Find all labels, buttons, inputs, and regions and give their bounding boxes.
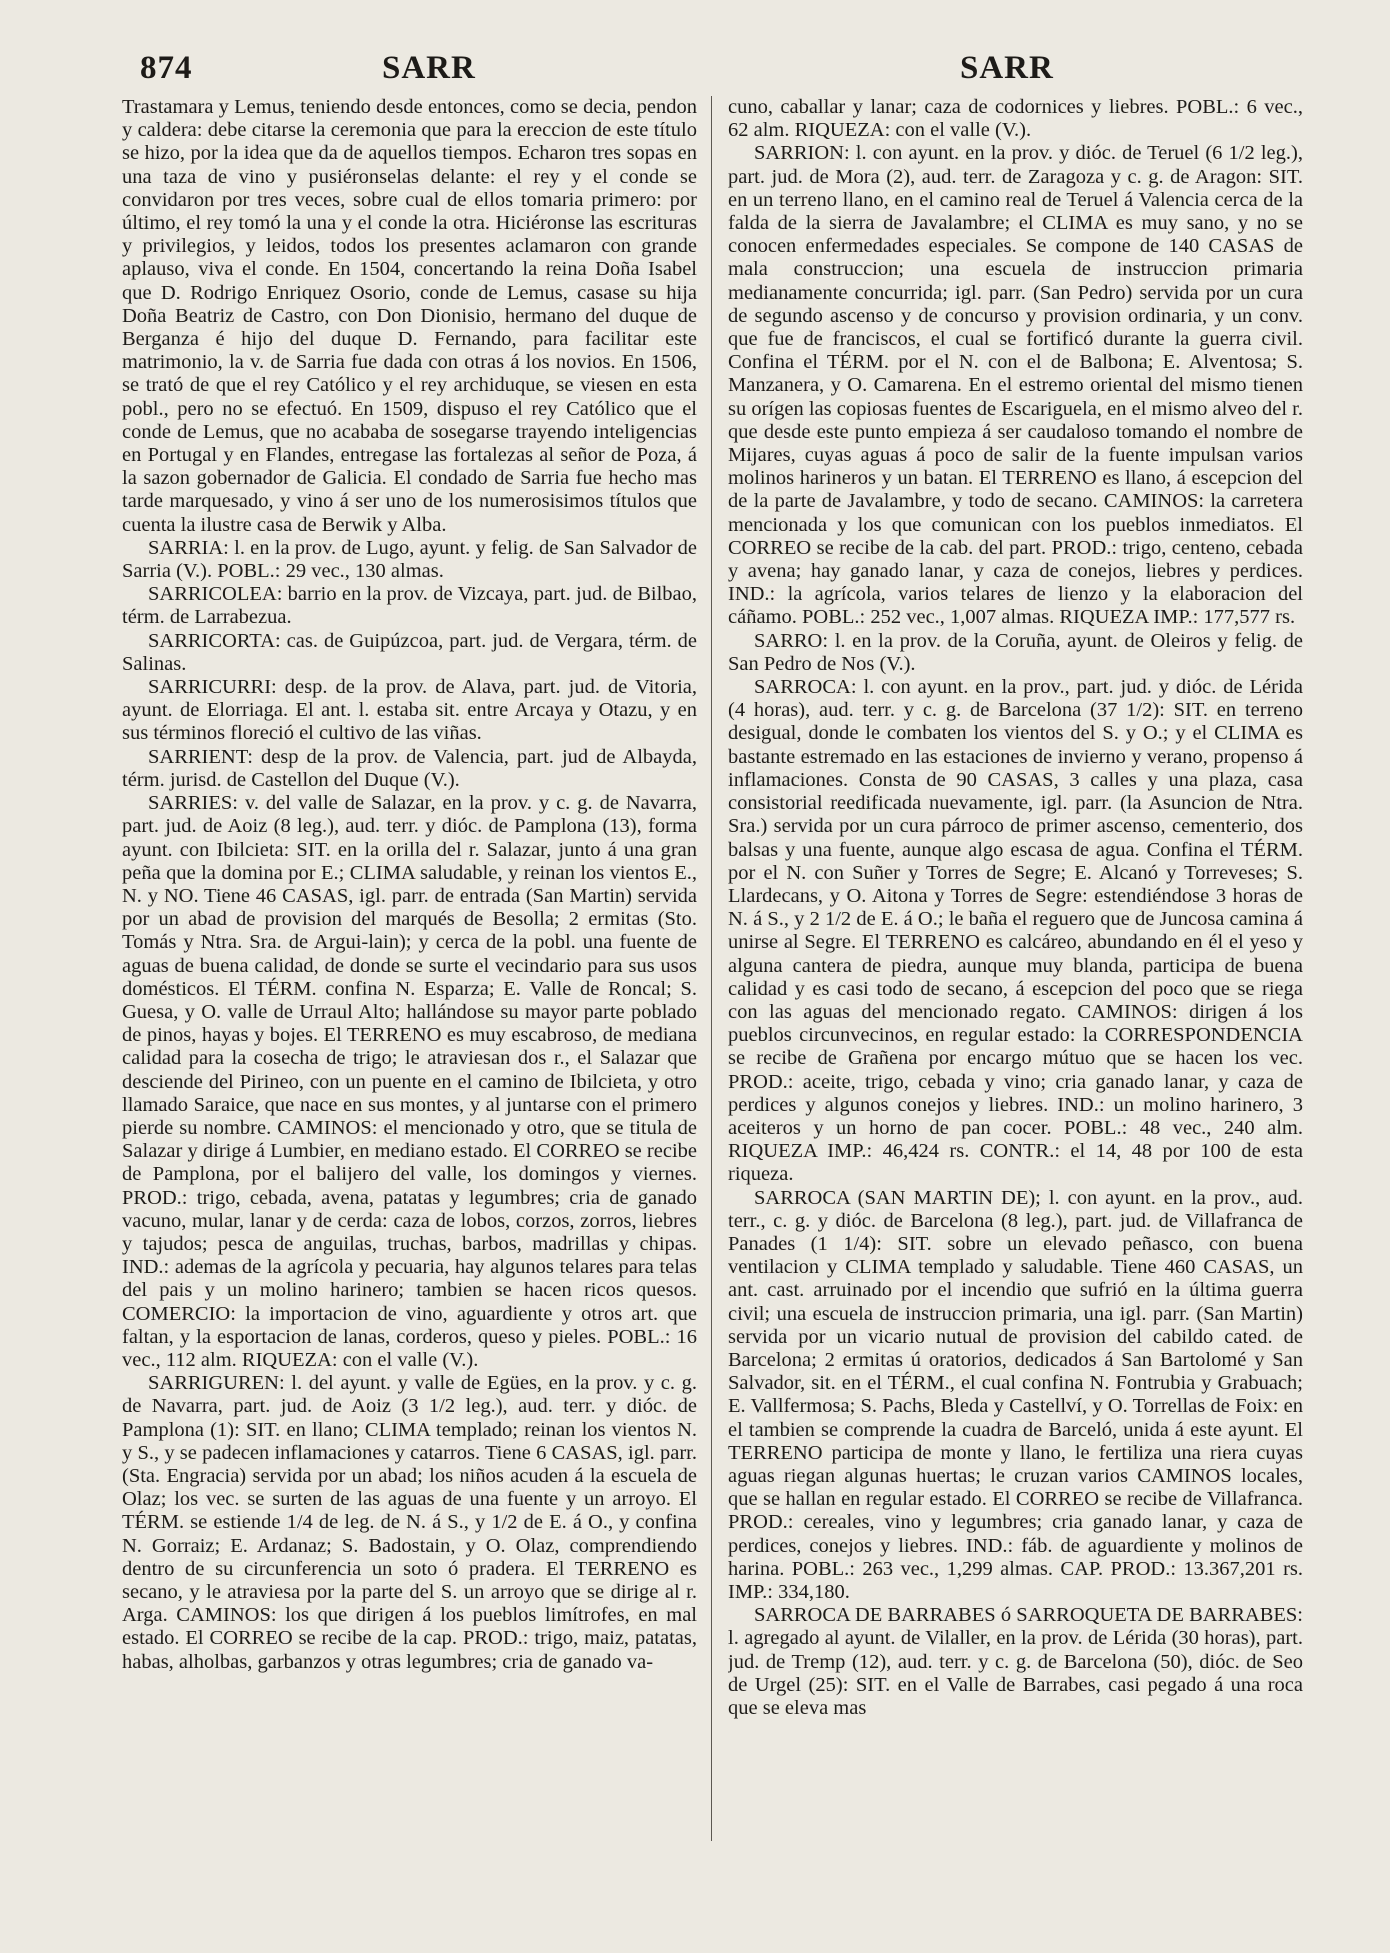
entry-text: l. en la prov. de la Coruña, ayunt. de Oleiros y felig. de San Pedro de Nos (V.). (728, 629, 1303, 675)
entry-headword: SARRICURRI: (148, 676, 277, 699)
dictionary-entry (728, 1604, 1303, 1720)
entry-text: cas. de Guipúzcoa, part. jud. de Vergara, térm. de Salinas. (122, 629, 697, 675)
dictionary-entry (122, 630, 697, 676)
dictionary-entry (728, 676, 1303, 1186)
dictionary-entry (122, 676, 697, 746)
entry-text: l. con ayunt. en la prov. y dióc. de Teruel (6 1/2 leg.), part. jud. de Mora (2), aud. terr. de Zaragoza y c. g. de Aragon: SIT. en un terreno llano, en el camino real de Teruel á Valencia cerca de la falda de la sierra de Javalambre; el CLIMA es muy sano, y no se conocen enfermedades especiales. Se compone de 140 CASAS de mala construccion; una escuela de instruccion primaria medianamente concurrida; igl. parr. (San Pedro) servida por un cura de segundo ascenso y de concurso y provision ordinaria, y un conv. que fue de franciscos, el cual se fortificó durante la guerra civil. Confina el TÉRM. por el N. con el de Balbona; E. Alventosa; S. Manzanera, y O. Camarena. En el estremo oriental del mismo tienen su orígen las copiosas fuentes de Escariguela, en el mismo alveo del r. que desde este punto empieza á ser caudaloso tomando el nombre de Mijares, cuyas aguas á poco de salir de la fuente impulsan varios molinos harineros y un batan. El TERRENO es llano, á escepcion del de la parte de Javalambre, y todo de secano. CAMINOS: la carretera mencionada y los que comunican con los pueblos inmediatos. El CORREO se recibe de la cab. del part. PROD.: trigo, centeno, cebada y avena; hay ganado lanar, y caza de conejos, liebres y perdices. IND.: la agrícola, varios telares de lienzo y la elaboracion del cáñamo. POBL.: 252 vec., 1,007 almas. RIQUEZA IMP.: 177,577 rs. (728, 142, 1303, 629)
entry-headword: SARRIES: (148, 792, 238, 815)
dictionary-entry (728, 630, 1303, 676)
entry-headword: SARRIA: (148, 536, 229, 559)
entry-text: Trastamara y Lemus, teniendo desde entonces, como se decia, pendon y caldera: debe citarse la ceremonia que para la ereccion de este título se hizo, por la idea que da de aquellos tiempos. Echaron tres sopas en una taza de vino y pusiéronselas delante: el rey y el conde se convidaron por tres veces, sobre cual de ellos tomaria primero: por último, el rey tomó la una y el conde la otra. Hiciéronse las escrituras y privilegios, y leidos, todos los presentes aclamaron con grande aplauso, viva el conde. En 1504, concertando la reina Doña Isabel que D. Rodrigo Enriquez Osorio, conde de Lemus, casase su hija Doña Beatriz de Castro, con Don Dionisio, hermano del duque de Berganza é hijo del duque D. Fernando, para facilitar este matrimonio, la v. de Sarria fue dada con otras á los novios. En 1506, se trató de que el rey Católico y el rey archiduque, se viesen en esta pobl., pero no se efectuó. En 1509, dispuso el rey Católico que el conde de Lemus, que no acababa de sosegarse trayendo inteligencias en Portugal y en Flandes, entregase las fortalezas al señor de Poza, á la sazon gobernador de Galicia. El condado de Sarria fue hecho mas tarde marquesado, y vino á ser uno de los numerosisimos títulos que cuenta la ilustre casa de Berwik y Alba. (122, 96, 697, 536)
dictionary-entry (728, 96, 1303, 142)
dictionary-entry (122, 1372, 697, 1674)
entry-text: desp de la prov. de Valencia, part. jud de Albayda, térm. jurisd. de Castellon del Duque (V.). (122, 745, 697, 791)
entry-text: barrio en la prov. de Vizcaya, part. jud. de Bilbao, térm. de Larrabezua. (122, 583, 697, 629)
entry-headword: SARRIENT: (148, 745, 253, 768)
entry-text: v. del valle de Salazar, en la prov. y c. g. de Navarra, part. jud. de Aoiz (8 leg.), aud. terr. y dióc. de Pamplona (13), forma ayunt. con Ibilcieta: SIT. en la orilla del r. Salazar, junto á una gran peña que la domina por E.; CLIMA saludable, y reinan los vientos E., N. y NO. Tiene 46 CASAS, igl. parr. de entrada (San Martin) servida por un abad de provision del marqués de Besolla; 2 ermitas (Sto. Tomás y Ntra. Sra. de Argui-lain); y cerca de la pobl. una fuente de aguas de buena calidad, de donde se surte el vecindario para sus usos domésticos. El TÉRM. confina N. Esparza; E. Valle de Roncal; S. Guesa, y O. valle de Urraul Alto; hallándose su mayor parte poblado de pinos, hayas y bojes. El TERRENO es muy escabroso, de mediana calidad para la cosecha de trigo; le atraviesan dos r., el Salazar que desciende del Pirineo, con un puente en el camino de Ibilcieta, y otro llamado Saraice, que nace en sus montes, y al juntarse con el primero pierde su nombre. CAMINOS: el mencionado y otro, que se titula de Salazar y dirige á Lumbier, en mediano estado. El CORREO se recibe de Pamplona, por el balijero del valle, los domingos y viernes. PROD.: trigo, cebada, avena, patatas y legumbres; cria de ganado vacuno, mular, lanar y de cerda: caza de lobos, corzos, zorros, liebres y tajudos; pesca de anguilas, truchas, barbos, madrillas y chipas. IND.: ademas de la agrícola y pecuaria, hay algunos telares para telas del pais y un molino harinero; tambien se hacen ricos quesos. COMERCIO: la importacion de vino, aguardiente y otros art. que faltan, y la esportacion de lanas, corderos, queso y pieles. POBL.: 16 vec., 112 alm. RIQUEZA: con el valle (V.). (122, 792, 697, 1371)
entry-text: cuno, caballar y lanar; caza de codornices y liebres. POBL.: 6 vec., 62 alm. RIQUEZA: con el valle (V.). (728, 96, 1303, 142)
entry-text: l. del ayunt. y valle de Egües, en la prov. y c. g. de Navarra, part. jud. de Aoiz (3 1/2 leg.), aud. terr. y dióc. de Pamplona (1): SIT. en llano; CLIMA templado; reinan los vientos N. y S., y se padecen inflamaciones y catarros. Tiene 6 CASAS, igl. parr. (Sta. Engracia) servida por un abad; los niños acuden á la escuela de Olaz; los vec. se surten de las aguas de una fuente y un arroyo. El TÉRM. se estiende 1/4 de leg. de N. á S., y 1/2 de E. á O., y confina N. Gorraiz; E. Ardanaz; S. Badostain, y O. Olaz, comprendiendo dentro de su circunferencia un soto ó pradera. El TERRENO es secano, y le atraviesa por la parte del S. un arroyo que se dirige al r. Arga. CAMINOS: los que dirigen á los pueblos limítrofes, en mal estado. El CORREO se recibe de la cap. PROD.: trigo, maiz, patatas, habas, alholbas, garbanzos y otras legumbres; cria de ganado va- (122, 1372, 697, 1673)
entry-headword: SARROCA DE BARRABES ó SARROQUETA DE BARRABES: (754, 1604, 1303, 1627)
entry-headword: SARRO: (754, 629, 829, 652)
dictionary-entry (122, 537, 697, 583)
entry-headword: SARROCA: (754, 676, 857, 699)
left-running-head: SARR (382, 50, 476, 86)
dictionary-entry (122, 792, 697, 1372)
entry-headword: SARROCA (SAN MARTIN DE); (754, 1186, 1041, 1209)
right-running-head: SARR (960, 50, 1054, 86)
dictionary-entry (728, 142, 1303, 629)
entry-headword: SARRICOLEA: (148, 583, 283, 606)
entry-headword: SARRION: (754, 142, 850, 165)
dictionary-entry (122, 583, 697, 629)
entry-headword: SARRICORTA: (148, 629, 281, 652)
entry-headword: SARRIGUREN: (148, 1372, 285, 1395)
entry-text: l. en la prov. de Lugo, ayunt. y felig. de San Salvador de Sarria (V.). POBL.: 29 vec., 130 almas. (122, 536, 697, 583)
dictionary-entry (728, 1187, 1303, 1605)
dictionary-entry (122, 96, 697, 537)
page-number: 874 (140, 50, 193, 86)
entry-text: l. agregado al ayunt. de Vilaller, en la prov. de Lérida (30 horas), part. jud. de Tremp (12), aud. terr. y c. g. de Barcelona (50), dióc. de Seo de Urgel (25): SIT. en el Valle de Barrabes, casi pegado á una roca que se eleva mas (728, 1627, 1303, 1720)
entry-text: l. con ayunt. en la prov., part. jud. y dióc. de Lérida (4 horas), aud. terr. y c. g. de Barcelona (37 1/2): SIT. en terreno desigual, donde le combaten los vientos del S. y O.; y el CLIMA es bastante estremado en las estaciones de invierno y verano, propenso á inflamaciones. Consta de 90 CASAS, 3 calles y una plaza, casa consistorial reedificada nuevamente, igl. parr. (la Asuncion de Ntra. Sra.) servida por un cura párroco de primer ascenso, cementerio, dos balsas y una fuente, aunque algo escasa de agua. Confina el TÉRM. por el N. con Suñer y Torres de Segre; E. Alcanó y Torreveses; S. Llardecans, y O. Aitona y Torres de Segre: estendiéndose 3 horas de N. á S., y 2 1/2 de E. á O.; le baña el reguero que de Juncosa camina á unirse al Segre. El TERRENO es calcáreo, abundando en él el yeso y alguna cantera de piedra, aunque muy blanda, participa de buena calidad y es casi todo de secano, á escepcion del poco que se riega con las aguas del mencionado regato. CAMINOS: dirigen á los pueblos circunvecinos, en regular estado: la CORRESPONDENCIA se recibe de Grañena por encargo mútuo que se hacen los vec. PROD.: aceite, trigo, cebada y vino; cria ganado lanar, y caza de perdices y algunos conejos y liebres. IND.: un molino harinero, 3 aceiteros y un horno de pan cocer. POBL.: 48 vec., 240 alm. RIQUEZA IMP.: 46,424 rs. CONTR.: el 14, 48 por 100 de esta riqueza. (728, 676, 1303, 1186)
dictionary-entry (122, 746, 697, 792)
column-divider (711, 96, 712, 1841)
left-column (122, 96, 697, 1838)
entry-text: l. con ayunt. en la prov., aud. terr., c. g. y dióc. de Barcelona (8 leg.), part. jud. de Villafranca de Panades (1 1/4): SIT. sobre un elevado peñasco, con buena ventilacion y CLIMA templado y saludable. Tiene 460 CASAS, un ant. cast. arruinado por el incendio que sufrió en la última guerra civil; una escuela de instruccion primaria, una igl. parr. (San Martin) servida por un vicario nutual de provision del cabildo cated. de Barcelona; 2 ermitas ú oratorios, dedicados á San Bartolomé y San Salvador, sit. en el TÉRM., el cual confina N. Fontrubia y Grabuach; E. Vallfermosa; S. Pachs, Bleda y Castellví, y O. Torrellas de Foix: en el tambien se comprende la cuadra de Barceló, unida á este ayunt. El TERRENO participa de monte y llano, le fertiliza una riera cuyas aguas riegan algunas huertas; le cruzan varios CAMINOS locales, que se hallan en regular estado. El CORREO se recibe de Villafranca. PROD.: cereales, vino y legumbres; cria ganado lanar, y caza de perdices, conejos y liebres. IND.: fáb. de aguardiente y molinos de harina. POBL.: 263 vec., 1,299 almas. CAP. PROD.: 13.367,201 rs. IMP.: 334,180. (728, 1186, 1303, 1603)
entry-text: desp. de la prov. de Alava, part. jud. de Vitoria, ayunt. de Elorriaga. El ant. l. estaba sit. entre Arcaya y Otazu, y en sus términos floreció el cultivo de las viñas. (122, 676, 697, 745)
right-column (728, 96, 1303, 1838)
